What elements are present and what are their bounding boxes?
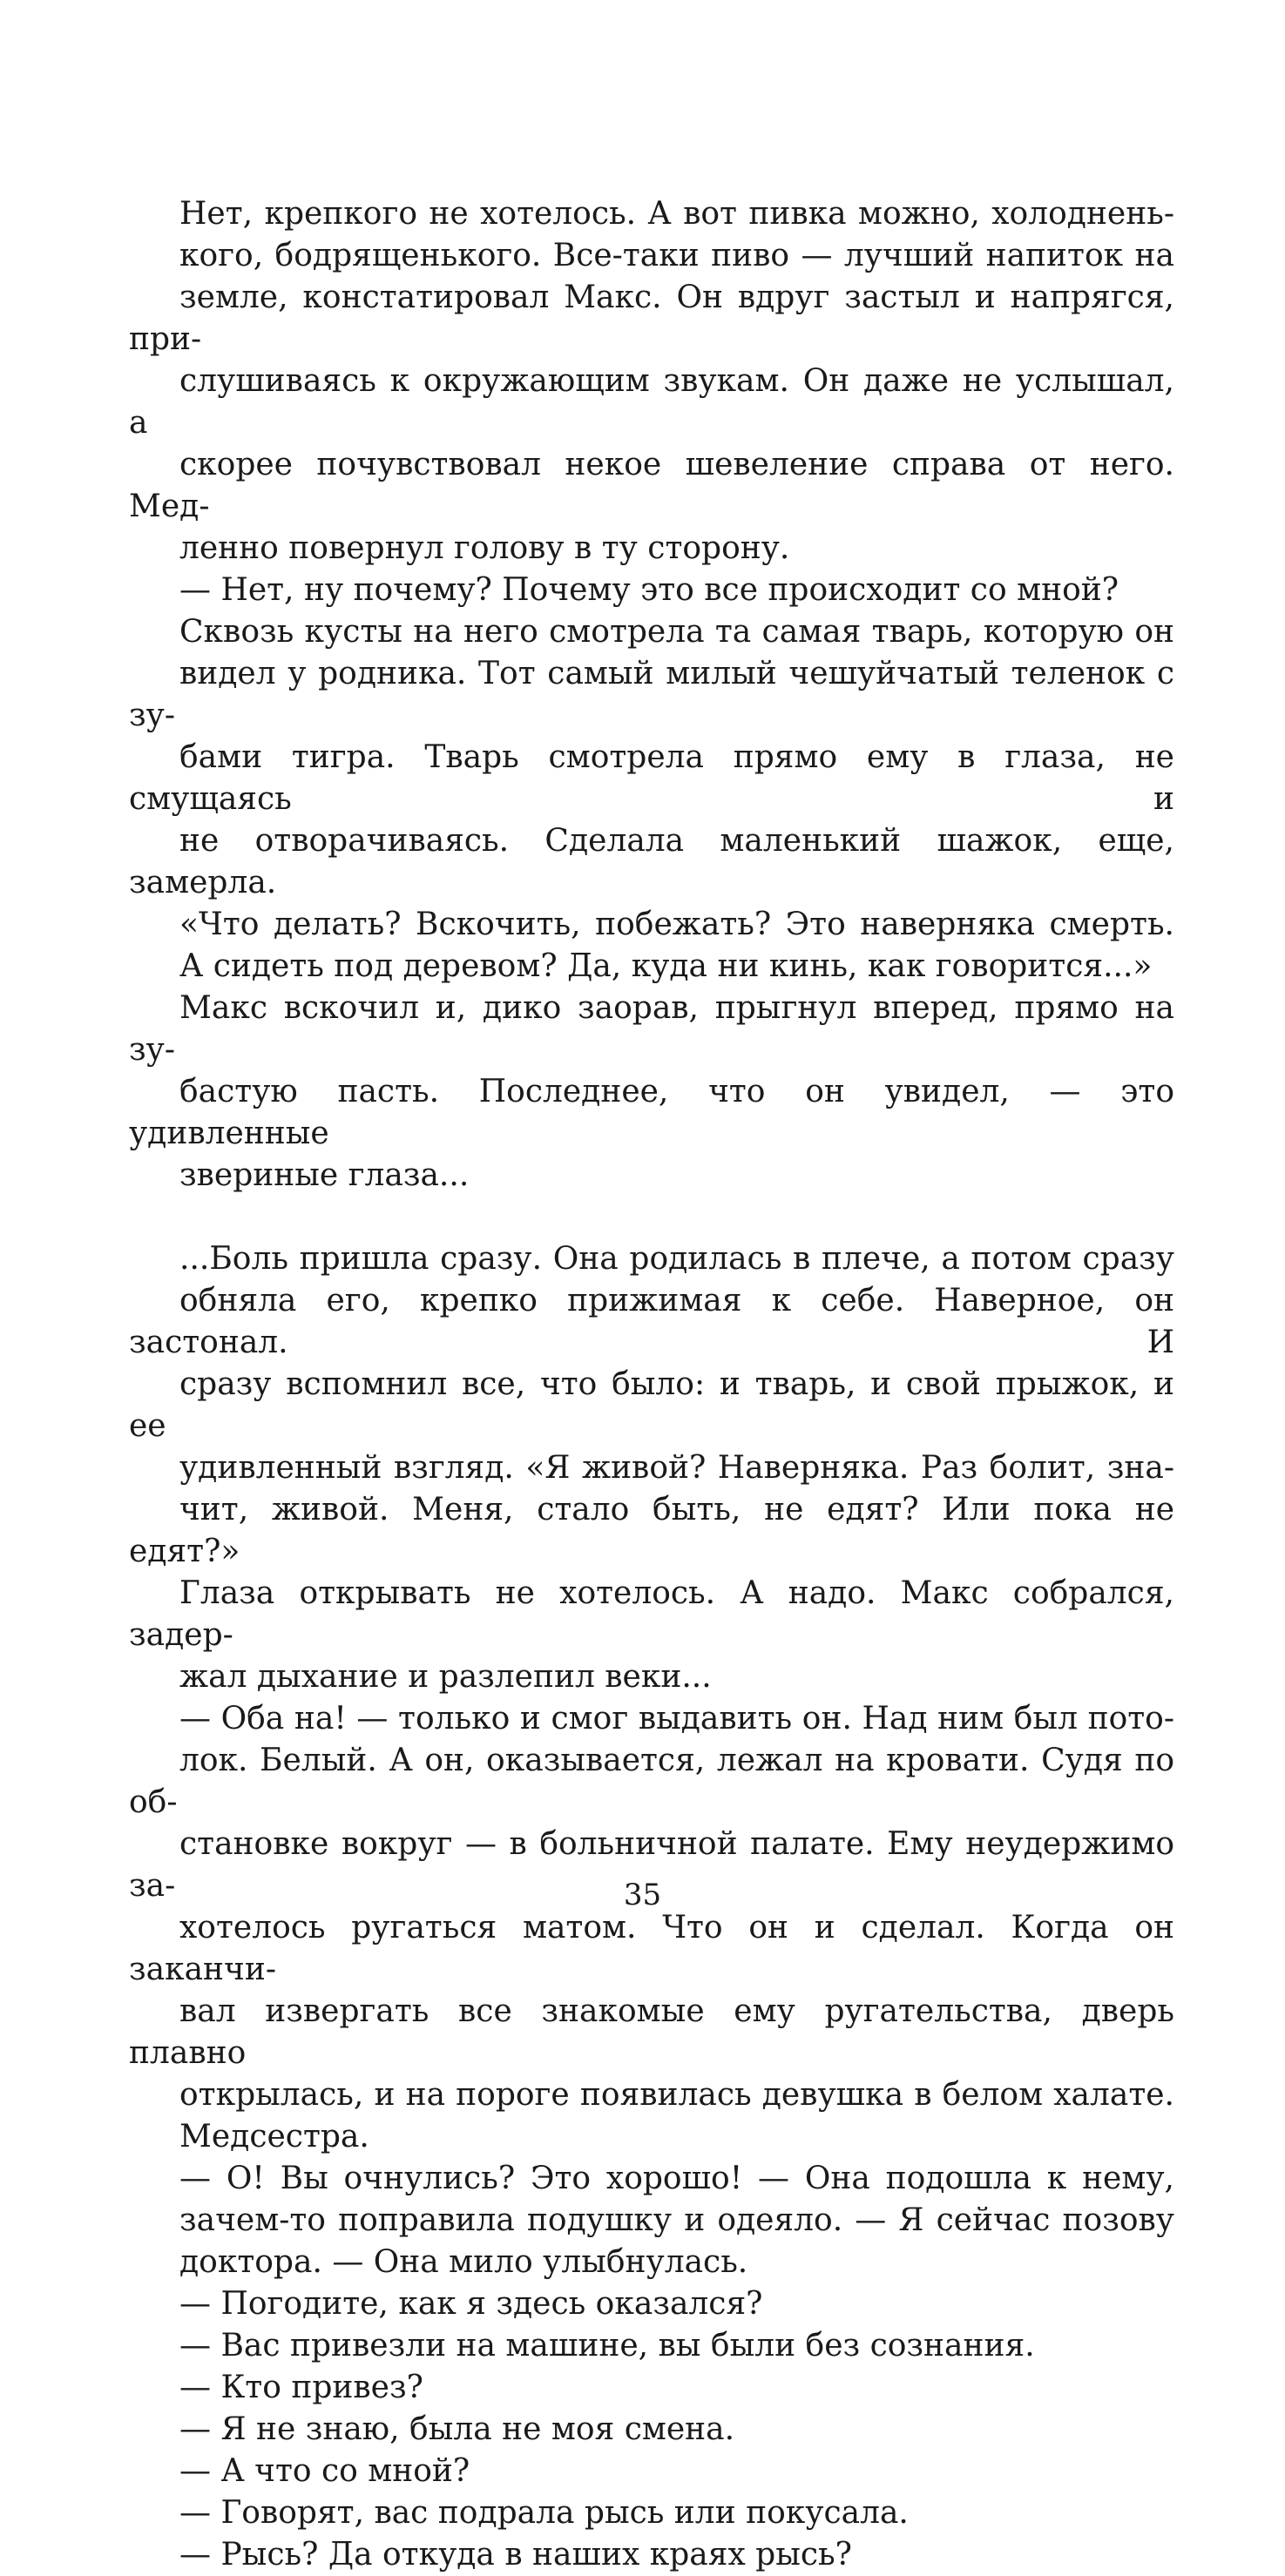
text-line: — Погодите, как я здесь оказался? <box>179 2286 763 2322</box>
paragraph <box>129 1698 1174 2158</box>
text-line: вал извергать все знакомые ему ругательства, дверь плавно <box>129 1993 1174 2071</box>
text-line: — А что со мной? <box>179 2453 470 2489</box>
text-line: ...Боль пришла сразу. Она родилась в плече, а потом сразу <box>179 1241 1174 1277</box>
text-line: — Нет, ну почему? Почему это все происходит со мной? <box>179 572 1119 608</box>
text-line: земле, констатировал Макс. Он вдруг застыл и напрягся, при- <box>129 280 1174 357</box>
text-line: — О! Вы очнулись? Это хорошо! — Она подошла к нему, <box>179 2161 1174 2196</box>
text-line: ленно повернул голову в ту сторону. <box>179 530 790 566</box>
paragraph <box>129 2283 1174 2325</box>
book-page-text <box>129 193 1174 2576</box>
paragraph <box>129 904 1174 988</box>
text-line: доктора. — Она мило улыбнулась. <box>179 2244 748 2280</box>
text-line: кого, бодрященького. Все-таки пиво — лучший напиток на <box>179 238 1174 273</box>
text-line: чит, живой. Меня, стало быть, не едят? Или пока не едят?» <box>129 1492 1174 1569</box>
text-line: Макс вскочил и, дико заорав, прыгнул вперед, прямо на зу- <box>129 990 1174 1068</box>
paragraph <box>129 2409 1174 2451</box>
text-line: — Говорят, вас подрала рысь или покусала. <box>179 2495 909 2531</box>
paragraph <box>129 2367 1174 2409</box>
text-line: Сквозь кусты на него смотрела та самая тварь, которую он <box>179 614 1174 650</box>
section-break <box>129 1197 1174 1238</box>
text-line: Медсестра. <box>179 2119 369 2155</box>
paragraph <box>129 193 1174 570</box>
text-line: открылась, и на пороге появилась девушка в белом халате. <box>179 2077 1174 2113</box>
text-line: Глаза открывать не хотелось. А надо. Макс собрался, задер- <box>129 1575 1174 1653</box>
text-line: сразу вспомнил все, что было: и тварь, и свой прыжок, и ее <box>129 1366 1174 1444</box>
text-line: — Кто привез? <box>179 2370 423 2405</box>
text-line: слушиваясь к окружающим звукам. Он даже не услышал, а <box>129 363 1174 441</box>
paragraph <box>129 2451 1174 2492</box>
text-line: становке вокруг — в больничной палате. Ему неудержимо за- <box>129 1826 1174 1904</box>
text-line: обняла его, крепко прижимая к себе. Наверное, он застонал. И <box>129 1283 1174 1360</box>
text-line: бастую пасть. Последнее, что он увидел, — это удивленные <box>129 1074 1174 1151</box>
text-line: удивленный взгляд. «Я живой? Наверняка. Раз болит, зна- <box>179 1450 1174 1486</box>
text-line: скорее почувствовал некое шевеление справа от него. Мед- <box>129 447 1174 524</box>
text-line: — Рысь? Да откуда в наших краях рысь? <box>179 2537 852 2573</box>
paragraph <box>129 1238 1174 1698</box>
text-line: лок. Белый. А он, оказывается, лежал на кровати. Судя по об- <box>129 1743 1174 1820</box>
paragraph <box>129 2325 1174 2367</box>
text-line: Нет, крепкого не хотелось. А вот пивка можно, холоднень- <box>179 196 1174 232</box>
text-line: хотелось ругаться матом. Что он и сделал. Когда он заканчи- <box>129 1910 1174 1987</box>
text-line: звериные глаза... <box>179 1157 470 1193</box>
page-number: 35 <box>623 1878 662 1912</box>
text-line: «Что делать? Вскочить, побежать? Это наверняка смерть. <box>179 907 1174 942</box>
paragraph <box>129 2534 1174 2576</box>
paragraph <box>129 611 1174 904</box>
text-line: — Оба на! — только и смог выдавить он. Над ним был пото- <box>179 1701 1174 1736</box>
text-line: — Вас привезли на машине, вы были без сознания. <box>179 2328 1035 2364</box>
text-line: жал дыхание и разлепил веки... <box>179 1659 712 1695</box>
text-line: зачем-то поправила подушку и одеяло. — Я сейчас позову <box>179 2202 1174 2238</box>
paragraph <box>129 2158 1174 2283</box>
text-line: бами тигра. Тварь смотрела прямо ему в глаза, не смущаясь и <box>129 739 1174 817</box>
text-line: не отворачиваясь. Сделала маленький шажок, еще, замерла. <box>129 823 1174 900</box>
text-line: А сидеть под деревом? Да, куда ни кинь, как говорится...» <box>179 948 1153 984</box>
paragraph <box>129 988 1174 1197</box>
paragraph <box>129 2492 1174 2534</box>
text-line: видел у родника. Тот самый милый чешуйчатый теленок с зу- <box>129 656 1174 733</box>
text-line: — Я не знаю, была не моя смена. <box>179 2411 735 2447</box>
paragraph <box>129 570 1174 611</box>
